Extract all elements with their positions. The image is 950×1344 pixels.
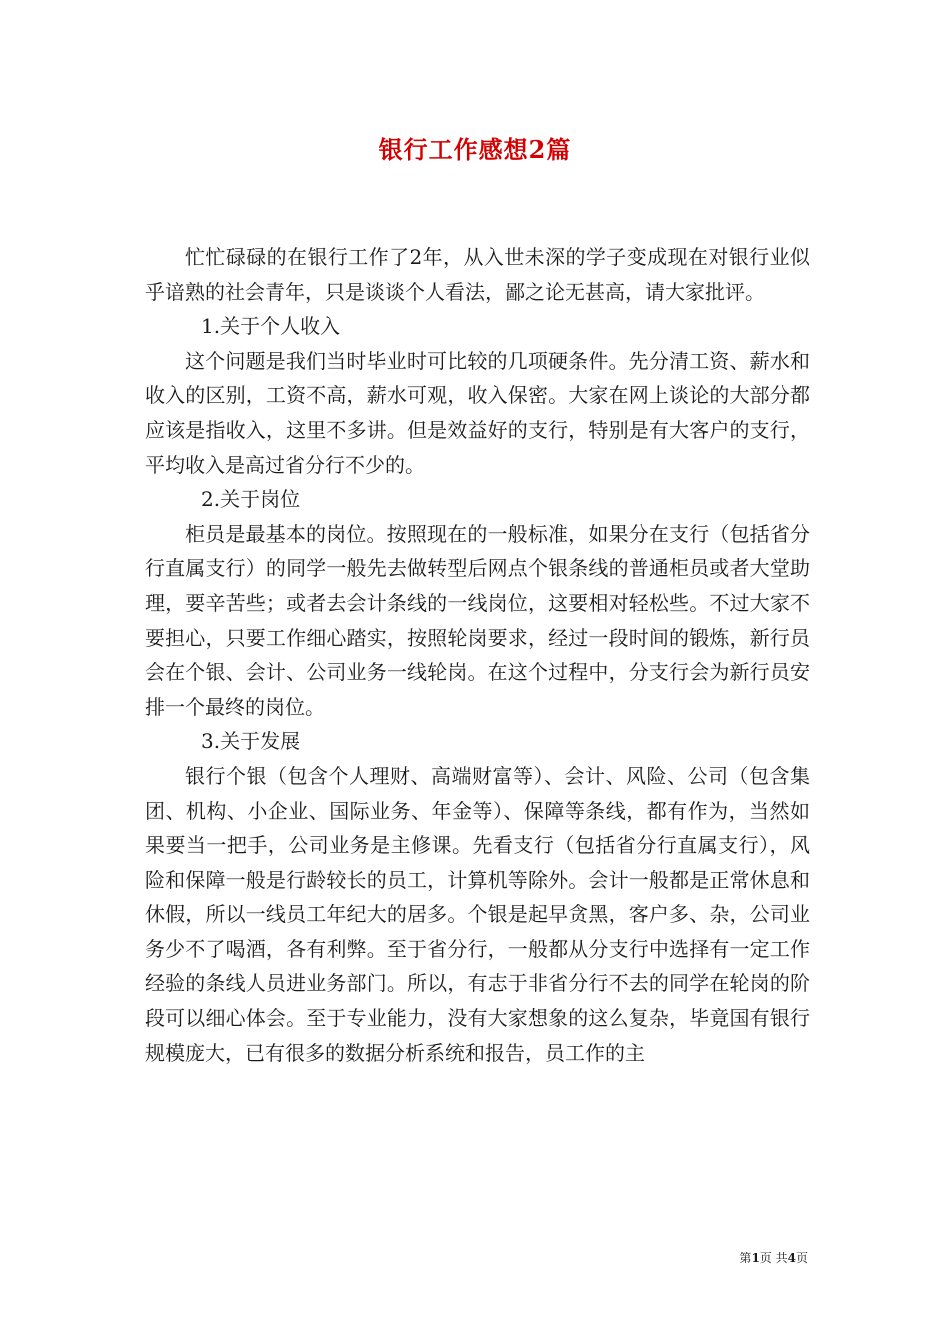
paragraph-development: 银行个银（包含个人理财、高端财富等）、会计、风险、公司（包含集团、机构、小企业、国际业务、年金等）、保障等条线，都有作为，当然如果要当一把手，公司业务是主修课。先看支行（包括省分行直属支行），风险和保障一般是行龄较长的员工，计算机等除外。会计一般都是正常休息和休假，所以一线员工年纪大的居多。个银是起早贪黑，客户多、杂，公司业务少不了喝酒，各有利弊。至于省分行，一般都从分支行中选择有一定工作经验的条线人员进业务部门。所以，有志于非省分行不去的同学在轮岗的阶段可以细心体会。至于专业能力，没有大家想象的这么复杂，毕竟国有银行规模庞大，已有很多的数据分析系统和报告，员工作的主: [145, 763, 810, 1065]
paragraph-intro: 忙忙碌碌的在银行工作了2年，从入世未深的学子变成现在对银行业似乎谙熟的社会青年，只是谈谈个人看法，鄙之论无甚高，请大家批评。: [145, 245, 810, 304]
footer-prefix: 第: [739, 1251, 752, 1265]
section-heading-income: 1.关于个人收入: [201, 314, 341, 339]
page-footer: [739, 1250, 808, 1266]
footer-middle: 页 共: [759, 1251, 788, 1265]
footer-total-pages: 4: [787, 1251, 796, 1265]
footer-page-number: 1: [751, 1251, 760, 1265]
paragraph-position: 柜员是最基本的岗位。按照现在的一般标准，如果分在支行（包括省分行直属支行）的同学一般先去做转型后网点个银条线的普通柜员或者大堂助理，要辛苦些；或者去会计条线的一线岗位，这要相对轻松些。不过大家不要担心，只要工作细心踏实，按照轮岗要求，经过一段时间的锻炼，新行员会在个银、会计、公司业务一线轮岗。在这个过程中，分支行会为新行员安排一个最终的岗位。: [145, 521, 810, 719]
section-heading-development: 3.关于发展: [201, 729, 301, 754]
document-body: [145, 240, 810, 1070]
paragraph-income: 这个问题是我们当时毕业时可比较的几项硬条件。先分清工资、薪水和收入的区别，工资不高，薪水可观，收入保密。大家在网上谈论的大部分都应该是指收入，这里不多讲。但是效益好的支行，特别是有大客户的支行，平均收入是高过省分行不少的。: [145, 348, 810, 477]
section-heading-position: 2.关于岗位: [201, 487, 301, 512]
footer-suffix: 页: [795, 1251, 808, 1265]
document-title: 银行工作感想2篇: [378, 135, 572, 164]
